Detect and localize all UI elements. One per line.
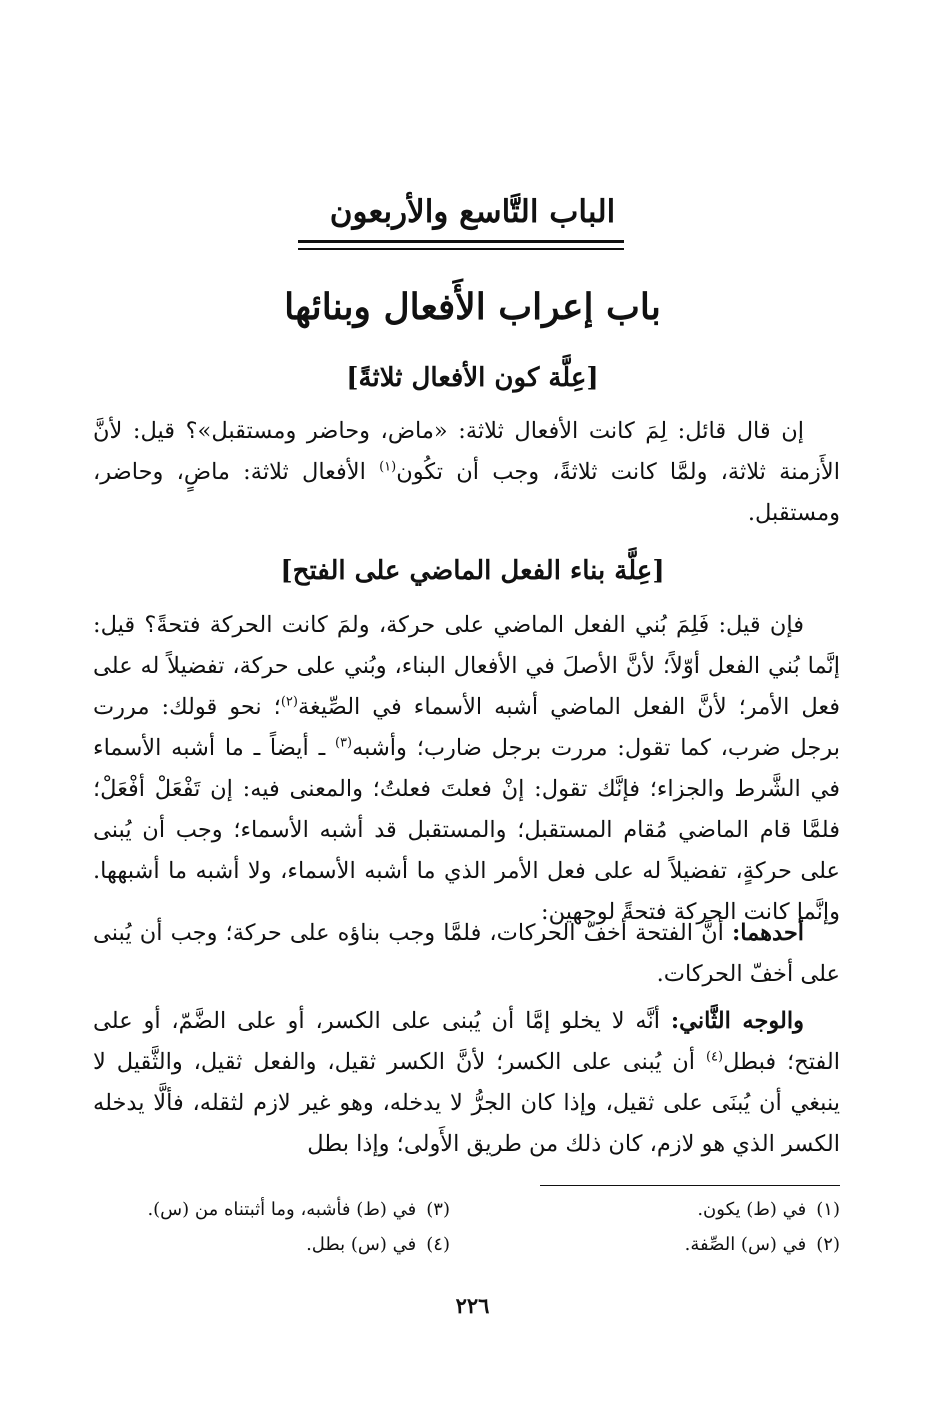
footnote-ref-4: (٤) (705, 1049, 724, 1065)
footnote-text: في (ط) يكون. (697, 1199, 807, 1220)
footnote-number: (٤) (426, 1234, 450, 1255)
paragraph-text: ؛ نحو قولك: مررت برجل ضرب، كما تقول: مررت برجل ضارب؛ وأشبه (93, 694, 840, 761)
footnote-ref-2: (٢) (280, 694, 298, 710)
paragraph-verbs-three (93, 411, 840, 534)
footnote-2 (685, 1231, 840, 1259)
chapter-subtitle: باب إعراب الأَفعال وبنائها (284, 286, 661, 328)
footnote-ref-1: (١) (379, 459, 397, 475)
paragraph-text: أن يُبنى على الكسر؛ لأنَّ الكسر ثقيل، والفعل ثقيل، والثَّقيل لا ينبغي أن يُبنَى على ثقيل، وإذا كان الجرُّ لا يدخله، وهو غير لازم لثقله، فألَّا يدخله الكسر الذي هو لازم، كان ذلك من طريق الأَولى؛ وإذا بطل (93, 1049, 840, 1157)
footnote-text: في (س) الصِّفة. (684, 1234, 807, 1255)
footnote-number: (١) (816, 1199, 840, 1220)
title-rule-top (298, 240, 624, 243)
footnote-number: (٣) (426, 1199, 450, 1220)
paragraph-text: أنَّه لا يخلو إمَّا أن يُبنى على الكسر، أو على الضَّمّ، أو على الفتح؛ فبطل (93, 1008, 840, 1075)
footnote-number: (٢) (816, 1234, 840, 1255)
paragraph-lead: أحدهما: (731, 920, 804, 946)
page-number: ٢٢٦ (455, 1293, 490, 1318)
section-heading-past-verb-fatha: [عِلَّة بناء الفعل الماضي على الفتح] (280, 556, 665, 586)
footnote-text: في (ط) فأشبه، وما أثبتناه من (س). (147, 1199, 417, 1220)
footnote-4 (306, 1231, 450, 1259)
paragraph-text: ـ أيضاً ـ ما أشبه الأسماء في الشَّرط والجزاء؛ فإنَّك تقول: إنْ فعلتَ فعلتُ؛ والمعنى فيه: إن تَفْعَلْ أفْعَلْ؛ فلمَّا قام الماضي مُقام المستقبل؛ والمستقبل قد أشبه الأسماء؛ وجب أن يُبنى على حركةٍ، تفضيلاً له على فعل الأمر الذي ما أشبه الأسماء، ولا أشبه ما أشبهها. وإنَّما كانت الحركة فتحةً لوجهين: (93, 735, 840, 925)
paragraph-text: فإن قيل: فَلِمَ بُني الفعل الماضي على حركة، ولمَ كانت الحركة فتحةً؟ قيل: إنَّما بُني الفعل أوّلاً؛ لأنَّ الأصلَ في الأفعال البناء، وبُني على حركة، تفضيلاً له على فعل الأمر؛ لأنَّ الفعل الماضي أشبه الأسماء في الصِّيغة (93, 612, 840, 720)
footnote-1 (697, 1196, 840, 1224)
footnote-text: في (س) بطل. (306, 1234, 417, 1255)
footnote-3 (147, 1196, 450, 1224)
paragraph-text: أنَّ الفتحة أخفّ الحركات، فلمَّا وجب بناؤه على حركة؛ وجب أن يُبنى على أخفّ الحركات. (93, 920, 840, 987)
chapter-title: الباب التَّاسع والأربعون (329, 194, 616, 230)
section-heading-verbs-three: [عِلَّة كون الأفعال ثلاثةً] (346, 363, 599, 393)
footnote-separator (540, 1185, 840, 1186)
paragraph-second-reason (93, 1001, 840, 1165)
footnote-ref-3: (٣) (334, 735, 353, 751)
paragraph-past-verb (93, 605, 840, 933)
paragraph-first-reason (93, 913, 840, 995)
title-rule-bottom (298, 248, 624, 250)
paragraph-text: الأفعال ثلاثة: ماضٍ، وحاضر، ومستقبل. (93, 459, 840, 526)
paragraph-text: إن قال قائل: لِمَ كانت الأفعال ثلاثة: «ماض، وحاضر ومستقبل»؟ قيل: لأنَّ الأَزمنة ثلاثة، ولمَّا كانت ثلاثةً، وجب أن تكُون (93, 418, 840, 485)
paragraph-lead: والوجه الثَّاني: (670, 1008, 804, 1034)
